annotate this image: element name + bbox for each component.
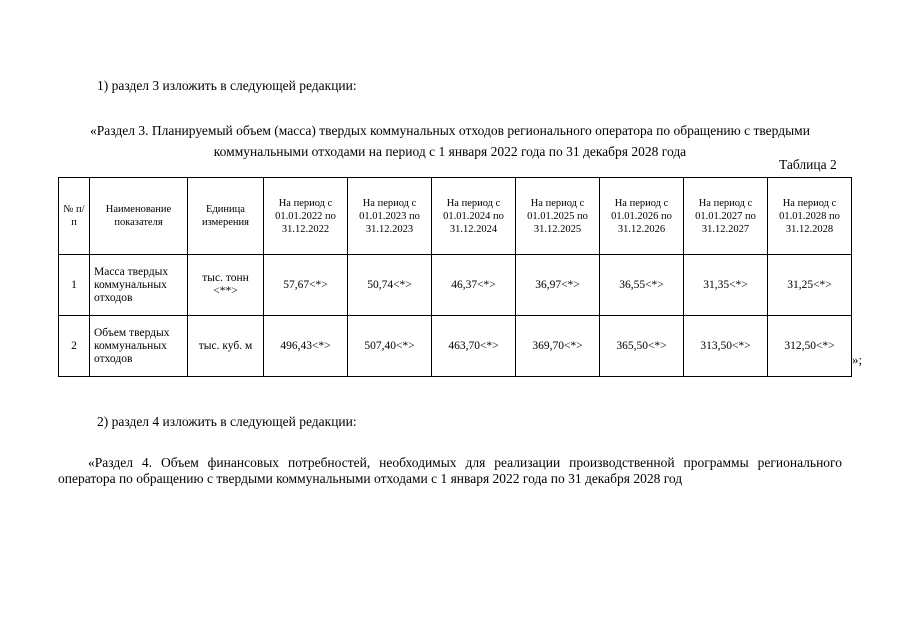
header-cell-unit: Единица измерения: [188, 178, 264, 255]
value-cell: 50,74<*>: [348, 255, 432, 316]
table-closing-quote: »;: [852, 352, 863, 367]
paragraph-item-1: 1) раздел 3 изложить в следующей редакции:: [97, 78, 357, 93]
paragraph-item-2: 2) раздел 4 изложить в следующей редакции:: [97, 414, 357, 429]
table-row: [59, 255, 852, 316]
value-cell: 31,35<*>: [684, 255, 768, 316]
value-cell: 463,70<*>: [432, 316, 516, 377]
section3-heading: «Раздел 3. Планируемый объем (масса) твердых коммунальных отходов регионального оператора по обращению с твердыми коммунальными отходами на период с 1 января 2022 года по 31 декабря 2028 года: [90, 123, 810, 159]
section4-heading: «Раздел 4. Объем финансовых потребностей, необходимых для реализации производственной программы регионального оператора по обращению с твердыми коммунальными отходами с 1 января 2022 года по 31 декабря 2028 год: [58, 455, 842, 486]
value-cell: 365,50<*>: [600, 316, 684, 377]
value-cell: 31,25<*>: [768, 255, 852, 316]
unit-cell: тыс. тонн <**>: [188, 255, 264, 316]
waste-volume-table: [58, 177, 852, 377]
value-cell: 312,50<*>: [768, 316, 852, 377]
value-cell: 46,37<*>: [432, 255, 516, 316]
header-cell-2026: На период с 01.01.2026 по 31.12.2026: [600, 178, 684, 255]
header-cell-2023: На период с 01.01.2023 по 31.12.2023: [348, 178, 432, 255]
header-cell-number: № п/п: [59, 178, 90, 255]
header-cell-2025: На период с 01.01.2025 по 31.12.2025: [516, 178, 600, 255]
header-cell-2028: На период с 01.01.2028 по 31.12.2028: [768, 178, 852, 255]
indicator-name-cell: Масса твердых коммунальных отходов: [90, 255, 188, 316]
header-cell-2024: На период с 01.01.2024 по 31.12.2024: [432, 178, 516, 255]
value-cell: 36,97<*>: [516, 255, 600, 316]
value-cell: 57,67<*>: [264, 255, 348, 316]
indicator-name-cell: Объем твердых коммунальных отходов: [90, 316, 188, 377]
value-cell: 369,70<*>: [516, 316, 600, 377]
row-number-cell: 1: [59, 255, 90, 316]
value-cell: 36,55<*>: [600, 255, 684, 316]
header-cell-2022: На период с 01.01.2022 по 31.12.2022: [264, 178, 348, 255]
header-cell-2027: На период с 01.01.2027 по 31.12.2027: [684, 178, 768, 255]
table-row: [59, 316, 852, 377]
value-cell: 313,50<*>: [684, 316, 768, 377]
unit-cell: тыс. куб. м: [188, 316, 264, 377]
header-cell-indicator: Наименование показателя: [90, 178, 188, 255]
table-header-row: [59, 178, 852, 255]
row-number-cell: 2: [59, 316, 90, 377]
value-cell: 496,43<*>: [264, 316, 348, 377]
table-caption: Таблица 2: [779, 157, 837, 172]
value-cell: 507,40<*>: [348, 316, 432, 377]
